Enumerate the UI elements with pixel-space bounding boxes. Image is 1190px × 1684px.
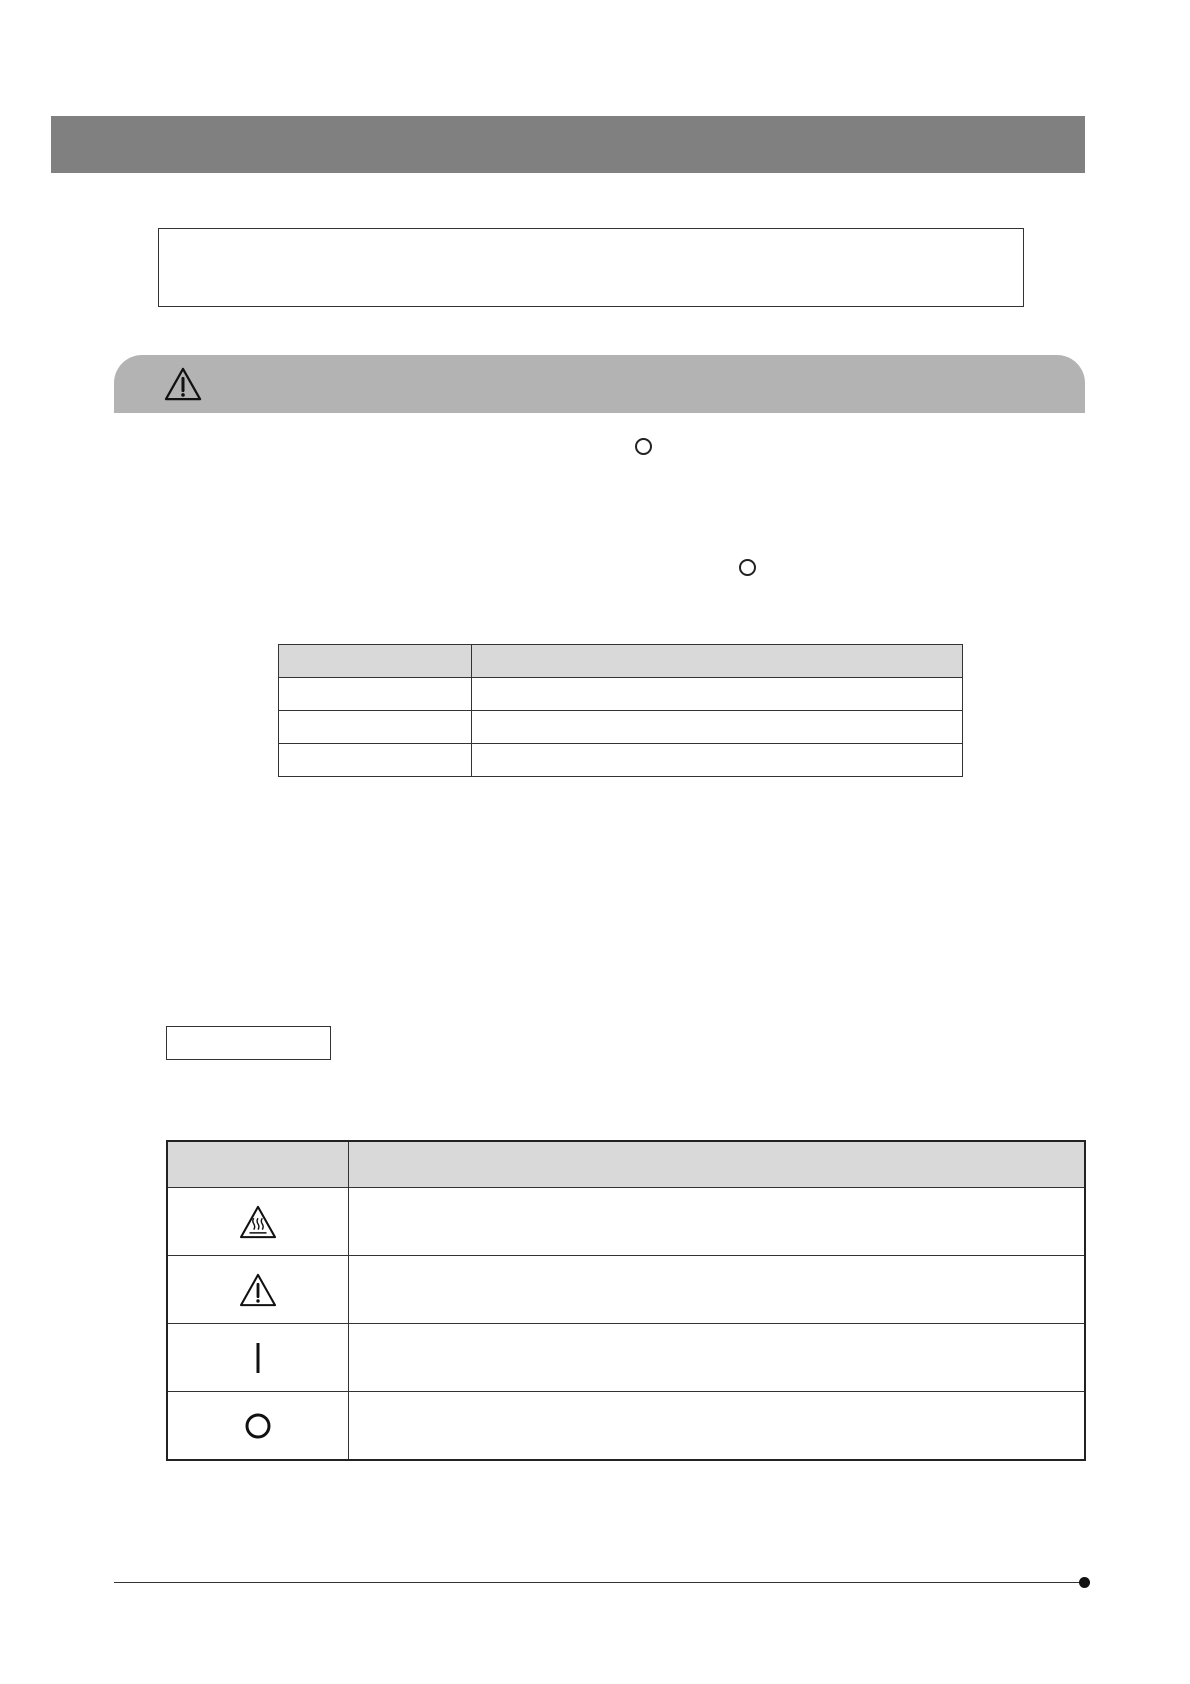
symbol-cell xyxy=(167,1256,348,1324)
symbol-description xyxy=(348,1188,1085,1256)
table-cell xyxy=(472,711,963,744)
power-off-icon xyxy=(244,1412,272,1440)
table-row xyxy=(279,711,963,744)
table-row xyxy=(167,1188,1085,1256)
symbol-description xyxy=(348,1324,1085,1392)
warning-triangle-icon xyxy=(239,1273,277,1307)
symbol-description xyxy=(348,1392,1085,1461)
symbol-table xyxy=(166,1140,1086,1461)
power-off-circle-icon xyxy=(739,559,756,576)
symbol-cell xyxy=(167,1324,348,1392)
power-off-circle-icon xyxy=(635,438,652,455)
power-on-icon xyxy=(253,1341,263,1375)
table-header-cell xyxy=(348,1141,1085,1188)
footer-rule xyxy=(114,1582,1082,1583)
section-header-bar xyxy=(51,116,1085,173)
warning-triangle-icon xyxy=(164,367,202,401)
label-box xyxy=(166,1026,331,1060)
table-cell xyxy=(279,744,472,777)
table-cell xyxy=(472,678,963,711)
table-row xyxy=(167,1392,1085,1461)
table-cell xyxy=(279,711,472,744)
symbol-cell xyxy=(167,1392,348,1461)
hot-surface-icon xyxy=(239,1205,277,1239)
spec-table xyxy=(278,644,963,777)
table-header-cell xyxy=(167,1141,348,1188)
table-header-row xyxy=(167,1141,1085,1188)
footer-bullet-icon xyxy=(1079,1577,1090,1588)
note-box xyxy=(158,228,1024,307)
table-row xyxy=(279,678,963,711)
table-row xyxy=(167,1324,1085,1392)
warning-banner xyxy=(114,355,1085,413)
symbol-cell xyxy=(167,1188,348,1256)
table-row xyxy=(279,744,963,777)
symbol-description xyxy=(348,1256,1085,1324)
table-header-row xyxy=(279,645,963,678)
table-cell xyxy=(279,678,472,711)
table-header-cell xyxy=(279,645,472,678)
table-row xyxy=(167,1256,1085,1324)
table-cell xyxy=(472,744,963,777)
table-header-cell xyxy=(472,645,963,678)
